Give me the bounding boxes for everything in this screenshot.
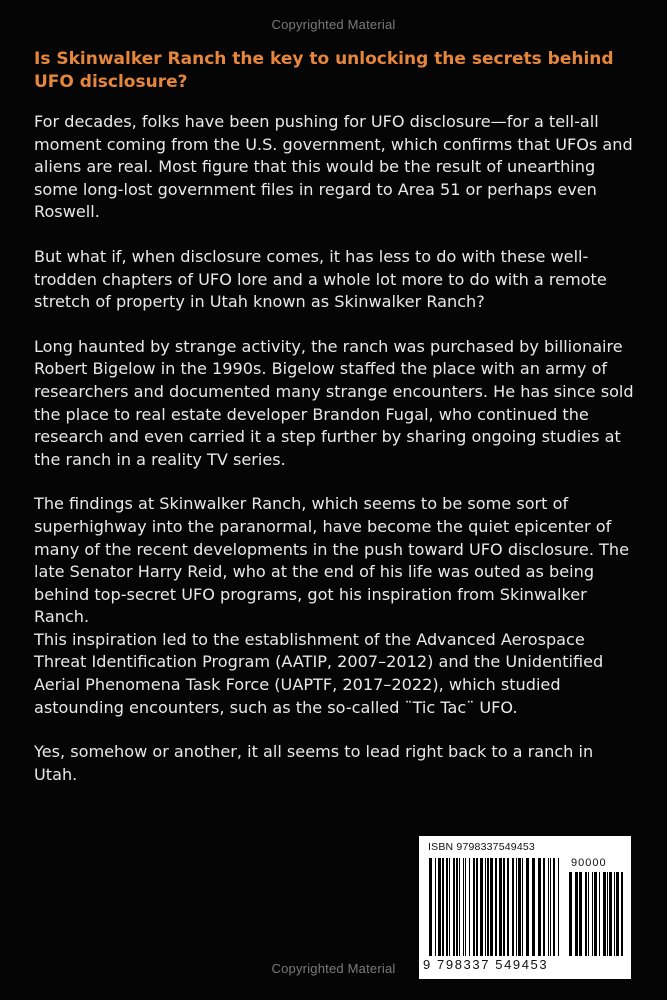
barcode-bar — [592, 872, 593, 956]
barcode-bar — [449, 858, 450, 956]
barcode-bar — [614, 872, 615, 956]
blurb-paragraph-5: Yes, somehow or another, it all seems to lead right back to a ranch in Utah. — [34, 742, 594, 784]
blurb-paragraph-3: Long haunted by strange activity, the ranch was purchased by billionaire Robert Bigelow in the 1990s. Bigelow staffed the place with an army of researchers and documented many strange encounters. He has since sold the place to real estate developer Brandon Fugal, who continued the research and even carried it a step further by sharing ongoing studies at the ranch in a reality TV series. — [34, 336, 634, 469]
barcode-bar — [548, 858, 549, 956]
barcode-bar — [599, 872, 600, 956]
barcode-bar — [469, 858, 470, 956]
barcode-bar — [569, 872, 572, 956]
isbn-barcode — [419, 836, 631, 979]
barcode-bar — [594, 872, 597, 956]
barcode-bar — [495, 858, 497, 956]
blurb — [34, 111, 638, 808]
barcode-bar — [609, 872, 612, 956]
headline: Is Skinwalker Ranch the key to unlocking the secrets behind UFO disclosure? — [34, 49, 614, 92]
barcode-bar — [485, 858, 486, 956]
barcode-bar — [459, 858, 460, 956]
blurb-paragraph-1: For decades, folks have been pushing for UFO disclosure—for a tell-all moment coming from the U.S. government, which confirms that UFOs and aliens are real. Most figure that this would be the result of unearthing some long-lost government files in regard to Area 51 or perhaps even Roswell. — [34, 112, 633, 222]
barcode-bar — [516, 858, 517, 956]
copyright-watermark-top: Copyrighted Material — [271, 17, 396, 32]
barcode-bar — [588, 872, 589, 956]
barcode-bar — [512, 858, 514, 956]
barcode-bar — [480, 858, 483, 956]
barcode-bar — [579, 872, 582, 956]
price-code: 90000 — [571, 857, 607, 869]
barcode-bar — [473, 858, 475, 956]
barcode-bar — [435, 858, 436, 956]
barcode-bar — [543, 858, 545, 956]
barcode-bar — [438, 858, 441, 956]
barcode-bar — [538, 858, 541, 956]
barcode-bar — [507, 858, 509, 956]
barcode-bar — [490, 858, 493, 956]
barcode-bar — [532, 858, 535, 956]
barcode-bar — [558, 858, 559, 956]
barcode-bar — [550, 858, 551, 956]
barcode-bar — [465, 858, 466, 956]
barcode-bar — [526, 858, 529, 956]
isbn-label: ISBN 9798337549453 — [428, 841, 535, 853]
blurb-paragraph-2: But what if, when disclosure comes, it has less to do with these well-trodden chapters of UFO lore and a whole lot more to do with a remote stretch of property in Utah known as Skinwalker Ranch? — [34, 246, 607, 312]
barcode-bar — [456, 858, 458, 956]
barcode-bar — [453, 858, 455, 956]
barcode-bar — [446, 858, 448, 956]
barcode-bar — [603, 872, 606, 956]
barcode-bar — [575, 872, 578, 956]
barcode-bar — [616, 872, 619, 956]
barcode-bar — [585, 872, 587, 956]
barcode-bar — [463, 858, 464, 956]
barcode-bar — [487, 858, 489, 956]
barcode-bar — [499, 858, 502, 956]
barcode-bar — [476, 858, 478, 956]
barcode-digits: 9 798337 549453 — [423, 957, 549, 972]
barcode-bar — [442, 858, 444, 956]
barcode-bar — [607, 872, 608, 956]
barcode-bar — [429, 858, 432, 956]
barcode-bar — [522, 858, 523, 956]
barcode-bar — [553, 858, 555, 956]
blurb-paragraph-4: The findings at Skinwalker Ranch, which seems to be some sort of superhighway into the paranormal, have become the quiet epicenter of many of the recent developments in the push toward UFO disclosure. The late Senator Harry Reid, who at the end of his life was outed as being behind top-secret UFO programs, got his inspiration from Skinwalker Ranch. This inspiration led to the establishment of the Advanced Aerospace Threat Identification Program (AATIP, 2007–2012) and the Unidentified Aerial Phenomena Task Force (UAPTF, 2017–2022), which studied astounding encounters, such as the so-called ¨Tic Tac¨ UFO. — [34, 494, 629, 717]
barcode-bar — [621, 872, 623, 956]
copyright-watermark-bottom: Copyrighted Material — [271, 961, 396, 976]
barcode-bar — [503, 858, 505, 956]
barcode-bar — [518, 858, 521, 956]
